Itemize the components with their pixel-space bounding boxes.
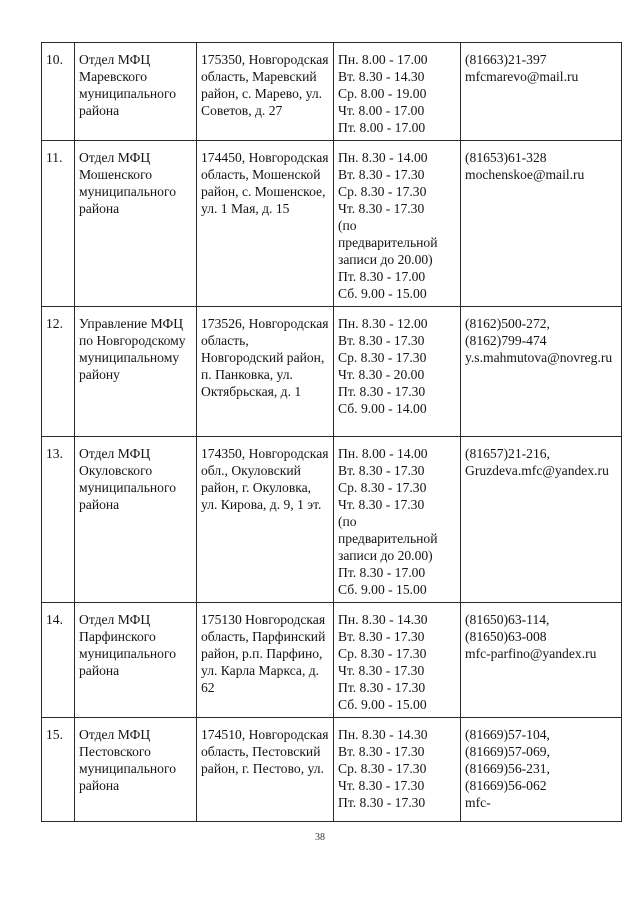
schedule-line: Ср. 8.30 - 17.30 — [338, 646, 427, 661]
page-number: 38 — [315, 832, 325, 843]
schedule-line: Пн. 8.30 - 14.00 — [338, 150, 428, 165]
phone-number: (81663)21-397 — [465, 52, 547, 67]
schedule-line: Чт. 8.00 - 17.00 — [338, 103, 425, 118]
schedule-line: Пт. 8.30 - 17.00 — [338, 269, 426, 284]
schedule-line: Пт. 8.30 - 17.30 — [338, 384, 426, 399]
phone-number: (81650)63-114, — [465, 612, 550, 627]
phone-number: (81669)56-062 — [465, 778, 547, 793]
schedule-line: Пн. 8.30 - 14.30 — [338, 612, 428, 627]
schedule-line: Вт. 8.30 - 14.30 — [338, 69, 425, 84]
schedule-line: Ср. 8.30 - 17.30 — [338, 480, 427, 495]
office-name: Отдел МФЦ Мошенского муниципального района — [75, 141, 197, 307]
schedule-line: Ср. 8.00 - 19.00 — [338, 86, 427, 101]
table-row — [42, 141, 622, 307]
table-body — [42, 43, 622, 822]
phone-number: (81669)57-104, — [465, 727, 550, 742]
row-number: 13. — [42, 437, 75, 603]
schedule-line: Сб. 9.00 - 14.00 — [338, 401, 427, 416]
schedule-line: Чт. 8.30 - 17.30 — [338, 201, 425, 216]
schedule-line: Вт. 8.30 - 17.30 — [338, 463, 425, 478]
office-address: 174450, Новгородская область, Мошенской район, с. Мошенское, ул. 1 Мая, д. 15 — [197, 141, 334, 307]
email-address: mfc-parfino@yandex.ru — [465, 646, 597, 661]
schedule-line: записи до 20.00) — [338, 252, 433, 267]
office-address: 173526, Новгородская область, Новгородский район, п. Панковка, ул. Октябрьская, д. 1 — [197, 307, 334, 437]
office-address: 174510, Новгородская область, Пестовский район, г. Пестово, ул. — [197, 718, 334, 822]
schedule-line: Вт. 8.30 - 17.30 — [338, 744, 425, 759]
email-address: mfcmarevo@mail.ru — [465, 69, 579, 84]
office-schedule — [334, 718, 461, 822]
phone-number: (8162)799-474 — [465, 333, 547, 348]
schedule-line: Чт. 8.30 - 17.30 — [338, 778, 425, 793]
schedule-line: Вт. 8.30 - 17.30 — [338, 333, 425, 348]
phone-number: (81650)63-008 — [465, 629, 547, 644]
schedule-line: Ср. 8.30 - 17.30 — [338, 350, 427, 365]
office-name: Управление МФЦ по Новгородскому муниципальному району — [75, 307, 197, 437]
schedule-line: предварительной — [338, 235, 438, 250]
table-row — [42, 437, 622, 603]
office-contacts — [461, 437, 622, 603]
office-schedule — [334, 141, 461, 307]
schedule-line: Пт. 8.30 - 17.30 — [338, 680, 426, 695]
phone-number: (81657)21-216, — [465, 446, 550, 461]
table-row — [42, 603, 622, 718]
schedule-line: Чт. 8.30 - 17.30 — [338, 663, 425, 678]
office-address: 175130 Новгородская область, Парфинский район, р.п. Парфино, ул. Карла Маркса, д. 62 — [197, 603, 334, 718]
schedule-line: Сб. 9.00 - 15.00 — [338, 582, 427, 597]
table-row — [42, 43, 622, 141]
schedule-line: Пн. 8.30 - 12.00 — [338, 316, 428, 331]
phone-number: (81669)56-231, — [465, 761, 550, 776]
schedule-line: Вт. 8.30 - 17.30 — [338, 167, 425, 182]
schedule-line: (по — [338, 218, 357, 233]
office-address: 175350, Новгородская область, Маревский район, с. Марево, ул. Советов, д. 27 — [197, 43, 334, 141]
office-contacts — [461, 307, 622, 437]
email-address: mfc- — [465, 795, 491, 810]
table-row — [42, 718, 622, 822]
row-number: 10. — [42, 43, 75, 141]
email-address: y.s.mahmutova@novreg.ru — [465, 350, 613, 365]
mfc-offices-table — [41, 42, 622, 822]
row-number: 14. — [42, 603, 75, 718]
office-schedule — [334, 43, 461, 141]
office-name: Отдел МФЦ Окуловского муниципального района — [75, 437, 197, 603]
schedule-line: Чт. 8.30 - 20.00 — [338, 367, 425, 382]
schedule-line: записи до 20.00) — [338, 548, 433, 563]
office-name: Отдел МФЦ Парфинского муниципального района — [75, 603, 197, 718]
schedule-line: Пт. 8.30 - 17.00 — [338, 565, 426, 580]
email-address: mochenskoe@mail.ru — [465, 167, 585, 182]
row-number: 11. — [42, 141, 75, 307]
office-contacts — [461, 43, 622, 141]
office-schedule — [334, 307, 461, 437]
email-address: Gruzdeva.mfc@yandex.ru — [465, 463, 609, 478]
schedule-line: Чт. 8.30 - 17.30 — [338, 497, 425, 512]
schedule-line: Пн. 8.00 - 14.00 — [338, 446, 428, 461]
schedule-line: Сб. 9.00 - 15.00 — [338, 286, 427, 301]
office-contacts — [461, 603, 622, 718]
row-number: 12. — [42, 307, 75, 437]
office-name: Отдел МФЦ Маревского муниципального района — [75, 43, 197, 141]
schedule-line: Ср. 8.30 - 17.30 — [338, 184, 427, 199]
schedule-line: Ср. 8.30 - 17.30 — [338, 761, 427, 776]
schedule-line: Пн. 8.30 - 14.30 — [338, 727, 428, 742]
schedule-line: (по — [338, 514, 357, 529]
phone-number: (8162)500-272, — [465, 316, 550, 331]
schedule-line: Вт. 8.30 - 17.30 — [338, 629, 425, 644]
schedule-line: Пт. 8.30 - 17.30 — [338, 795, 426, 810]
row-number: 15. — [42, 718, 75, 822]
schedule-line: Пн. 8.00 - 17.00 — [338, 52, 428, 67]
schedule-line: Сб. 9.00 - 15.00 — [338, 697, 427, 712]
office-schedule — [334, 603, 461, 718]
table-row — [42, 307, 622, 437]
office-schedule — [334, 437, 461, 603]
office-name: Отдел МФЦ Пестовского муниципального района — [75, 718, 197, 822]
phone-number: (81653)61-328 — [465, 150, 547, 165]
phone-number: (81669)57-069, — [465, 744, 550, 759]
schedule-line: предварительной — [338, 531, 438, 546]
office-contacts — [461, 141, 622, 307]
office-contacts — [461, 718, 622, 822]
office-address: 174350, Новгородская обл., Окуловский район, г. Окуловка, ул. Кирова, д. 9, 1 эт. — [197, 437, 334, 603]
schedule-line: Пт. 8.00 - 17.00 — [338, 120, 426, 135]
